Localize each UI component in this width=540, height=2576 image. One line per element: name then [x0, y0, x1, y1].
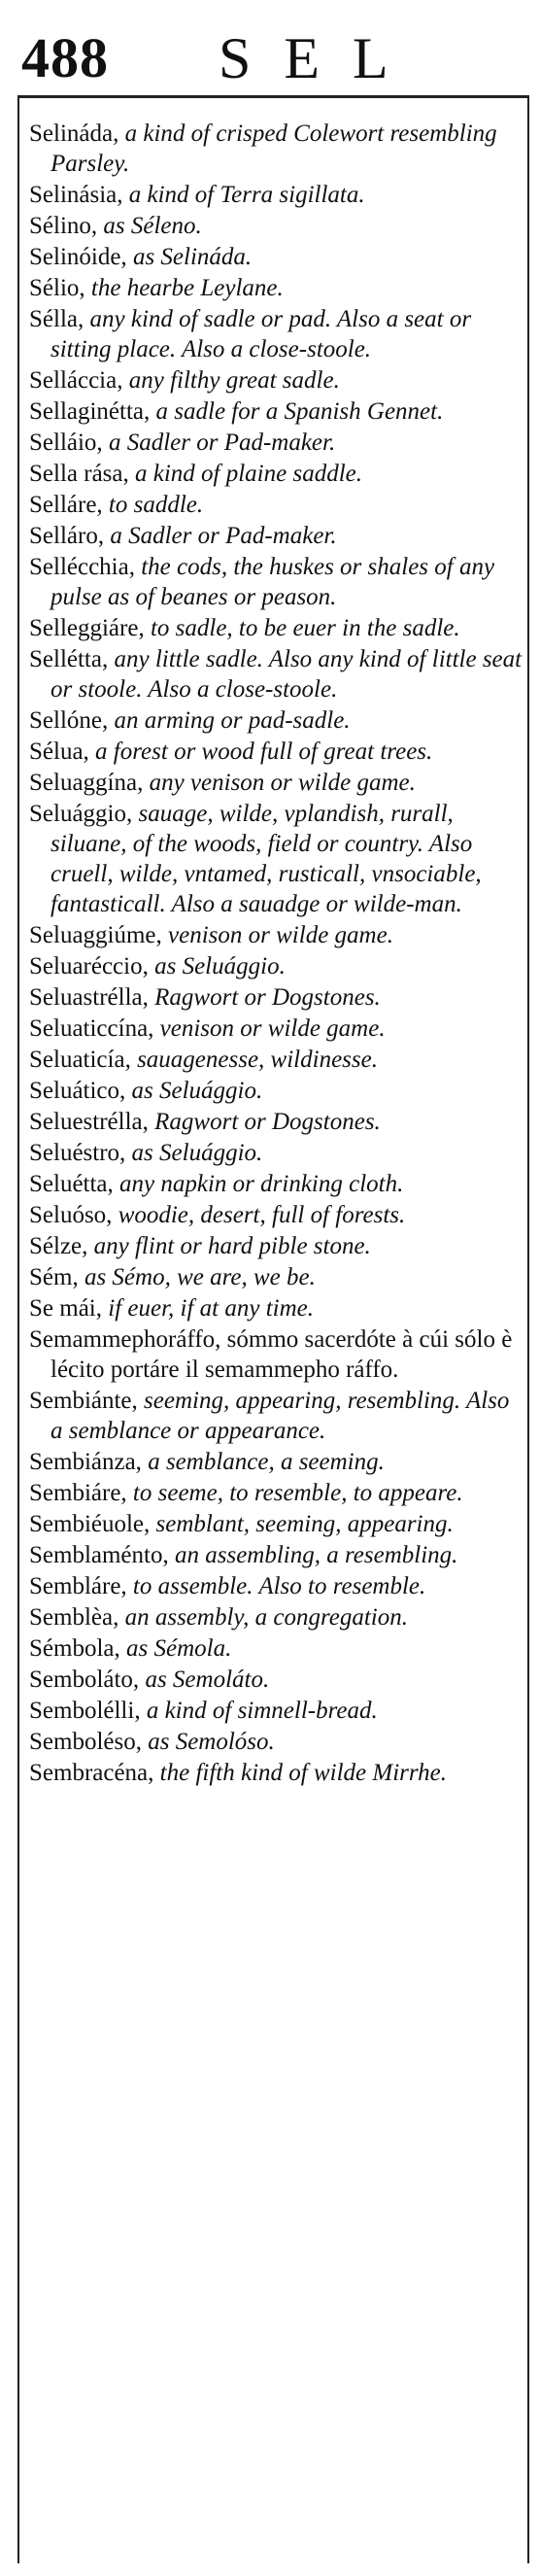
dictionary-entry [29, 799, 523, 919]
dictionary-entry [29, 705, 523, 736]
entry-definition: a kind of simnell-bread. [140, 1698, 378, 1724]
entry-headword: Semblèa, [29, 1604, 119, 1631]
entry-headword: Seluaticía, [29, 1047, 131, 1073]
entry-definition: to assemble. Also to resemble. [126, 1573, 426, 1599]
header-rule [17, 95, 529, 98]
dictionary-entry [29, 273, 523, 303]
dictionary-entry [29, 1602, 523, 1632]
dictionary-entry [29, 119, 523, 179]
entry-definition: a Sadler or Pad-maker. [102, 429, 336, 456]
dictionary-entry [29, 1262, 523, 1292]
dictionary-entry [29, 1696, 523, 1726]
entry-headword: Seluéstro, [29, 1140, 126, 1166]
entry-definition: any kind of sadle or pad. Also a seat or sitting place. Also a close-stoole. [51, 306, 472, 362]
dictionary-entry [29, 1447, 523, 1477]
entry-headword: Selinóide, [29, 244, 127, 270]
entry-headword: Sembiánte, [29, 1388, 138, 1414]
dictionary-entry [29, 1540, 523, 1570]
entry-definition: if euer, if at any time. [102, 1295, 315, 1322]
entry-headword: Seluóso, [29, 1202, 113, 1228]
entry-definition: any filthy great sadle. [122, 367, 340, 394]
entry-headword: Sembolélli, [29, 1698, 141, 1724]
entry-headword: Selleggiáre, [29, 615, 145, 641]
entry-definition: as Sémo, we are, we be. [78, 1264, 316, 1290]
entry-definition: to seeme, to resemble, to appeare. [126, 1480, 463, 1506]
entry-definition: any flint or hard pible stone. [87, 1233, 371, 1259]
dictionary-entry [29, 1324, 523, 1385]
dictionary-entry [29, 180, 523, 210]
dictionary-entry [29, 304, 523, 364]
entry-definition: Ragwort or Dogstones. [148, 1109, 381, 1135]
entry-definition: any venison or wilde game. [143, 770, 416, 796]
entry-definition: venison or wilde game. [161, 922, 393, 948]
entry-definition: Ragwort or Dogstones. [148, 984, 381, 1011]
entry-headword: Sellóne, [29, 707, 109, 734]
dictionary-entry [29, 365, 523, 395]
entry-definition: a kind of Terra sigillata. [122, 182, 365, 208]
entry-definition: semblant, seeming, appearing. [150, 1511, 454, 1537]
dictionary-entry [29, 920, 523, 950]
entry-definition: to sadle, to be euer in the sadle. [144, 615, 460, 641]
dictionary-entry [29, 1076, 523, 1106]
dictionary-entry [29, 211, 523, 241]
dictionary-entry [29, 1758, 523, 1788]
entry-definition: a sadle for a Spanish Gennet. [150, 398, 444, 425]
dictionary-entry [29, 613, 523, 643]
entry-headword: Seluestrélla, [29, 1109, 149, 1135]
entry-headword: Seluággio, [29, 801, 133, 827]
entry-definition: sauage, wilde, vplandish, rurall, siluane, of the woods, field or country. Also cruell, wilde, vntamed, rusticall, vnsociable, fantasticall. Also a sauadge or wilde-man. [51, 801, 482, 917]
dictionary-entry [29, 1633, 523, 1664]
entry-headword: Sellétta, [29, 646, 109, 672]
entry-headword: Seluétta, [29, 1171, 114, 1197]
dictionary-entry [29, 1509, 523, 1539]
entry-headword: Seluático, [29, 1078, 126, 1104]
entry-definition: a semblance, a seeming. [141, 1449, 385, 1475]
entry-headword: Sella rása, [29, 461, 129, 487]
entry-definition: a kind of crisped Colewort resembling Parsley. [51, 120, 497, 177]
dictionary-entry [29, 490, 523, 520]
dictionary-entry [29, 1169, 523, 1199]
entry-definition: a kind of plaine saddle. [128, 461, 362, 487]
entry-headword: Seluaréccio, [29, 953, 149, 979]
dictionary-entry [29, 951, 523, 981]
dictionary-entry [29, 1138, 523, 1168]
entry-definition: a Sadler or Pad-maker. [104, 523, 337, 549]
dictionary-entry [29, 1107, 523, 1137]
entry-headword: Sém, [29, 1264, 79, 1290]
entry-headword: Semboláto, [29, 1666, 140, 1693]
entry-headword: Sembiánza, [29, 1449, 142, 1475]
dictionary-entry [29, 1386, 523, 1446]
entry-definition: sauagenesse, wildinesse. [130, 1047, 378, 1073]
entry-definition: as Semolóso. [141, 1729, 275, 1755]
entry-definition: seeming, appearing, resembling. Also a semblance or appearance. [51, 1388, 510, 1444]
dictionary-entry [29, 242, 523, 272]
entry-headword: Sembiáre, [29, 1480, 127, 1506]
entry-definition: as Seluággio. [148, 953, 286, 979]
entry-headword: Selláre, [29, 492, 103, 518]
dictionary-entry [29, 1478, 523, 1508]
entry-definition: to saddle. [102, 492, 204, 518]
entry-definition: as Seluággio. [125, 1078, 263, 1104]
entry-definition: venison or wilde game. [153, 1015, 386, 1042]
dictionary-entry [29, 1045, 523, 1075]
entry-definition: the cods, the huskes or shales of any pulse as of beanes or peason. [51, 554, 495, 610]
entry-definition: any little sadle. Also any kind of little seat or stoole. Also a close-stoole. [51, 646, 523, 703]
dictionary-entry [29, 552, 523, 612]
dictionary-entry [29, 396, 523, 427]
entry-headword: Sembiéuole, [29, 1511, 151, 1537]
dictionary-entry [29, 1231, 523, 1261]
dictionary-entry [29, 459, 523, 489]
entry-definition: an assembling, a resembling. [168, 1542, 458, 1568]
entry-headword: Sémbola, [29, 1635, 120, 1662]
dictionary-entry [29, 521, 523, 551]
dictionary-entry [29, 644, 523, 704]
entry-definition: a forest or wood full of great trees. [88, 738, 433, 765]
entry-definition: as Seluággio. [125, 1140, 263, 1166]
entry-headword: Sembláre, [29, 1573, 127, 1599]
entry-headword: Se mái, [29, 1295, 102, 1322]
entry-definition: the fifth kind of wilde Mirrhe. [153, 1760, 448, 1786]
entry-headword: Sélio, [29, 275, 85, 301]
entry-definition: as Selináda. [126, 244, 253, 270]
entry-headword: Selláio, [29, 429, 103, 456]
entry-headword: Sellaginétta, [29, 398, 151, 425]
entry-headword: Seluaggína, [29, 770, 144, 796]
entry-headword: Semblaménto, [29, 1542, 169, 1568]
entry-definition: any napkin or drinking cloth. [113, 1171, 404, 1197]
entry-headword: Sélze, [29, 1233, 88, 1259]
entry-list [29, 119, 523, 1789]
entry-headword: Selláro, [29, 523, 105, 549]
entry-headword: Sellécchia, [29, 554, 135, 580]
entry-headword: Seluastrélla, [29, 984, 149, 1011]
dictionary-entry [29, 1200, 523, 1230]
entry-definition: an arming or pad-sadle. [108, 707, 351, 734]
entry-headword: Seluaticcína, [29, 1015, 154, 1042]
entry-headword: Selláccia, [29, 367, 123, 394]
dictionary-entry [29, 1665, 523, 1695]
entry-headword: Seluaggiúme, [29, 922, 162, 948]
dictionary-entry [29, 1571, 523, 1601]
entry-headword: Semammephoráffo, sómmo sacerdóte à cúi sólo è lécito portáre il semammepho ráffo. [29, 1326, 513, 1383]
column-rule-right [527, 95, 529, 2563]
entry-headword: Semboléso, [29, 1729, 142, 1755]
page-number: 488 [21, 26, 109, 89]
entry-headword: Sembracéna, [29, 1760, 154, 1786]
entry-definition: an assembly, a congregation. [118, 1604, 408, 1631]
dictionary-entry [29, 1293, 523, 1323]
dictionary-entry [29, 737, 523, 767]
dictionary-entry [29, 428, 523, 458]
entry-definition: the hearbe Leylane. [84, 275, 284, 301]
entry-headword: Sélino, [29, 213, 98, 239]
dictionary-entry [29, 1727, 523, 1757]
entry-headword: Sélla, [29, 306, 84, 332]
page-header [19, 14, 524, 95]
entry-headword: Selináda, [29, 120, 119, 147]
column-rule-left [17, 95, 19, 2563]
entry-headword: Selinásia, [29, 182, 123, 208]
entry-headword: Sélua, [29, 738, 89, 765]
entry-definition: as Séleno. [97, 213, 202, 239]
entry-definition: as Semoláto. [139, 1666, 270, 1693]
dictionary-entry [29, 768, 523, 798]
dictionary-entry [29, 1013, 523, 1044]
running-head: SEL [219, 26, 422, 90]
entry-definition: as Sémola. [119, 1635, 232, 1662]
dictionary-entry [29, 982, 523, 1013]
entry-definition: woodie, desert, full of forests. [112, 1202, 406, 1228]
